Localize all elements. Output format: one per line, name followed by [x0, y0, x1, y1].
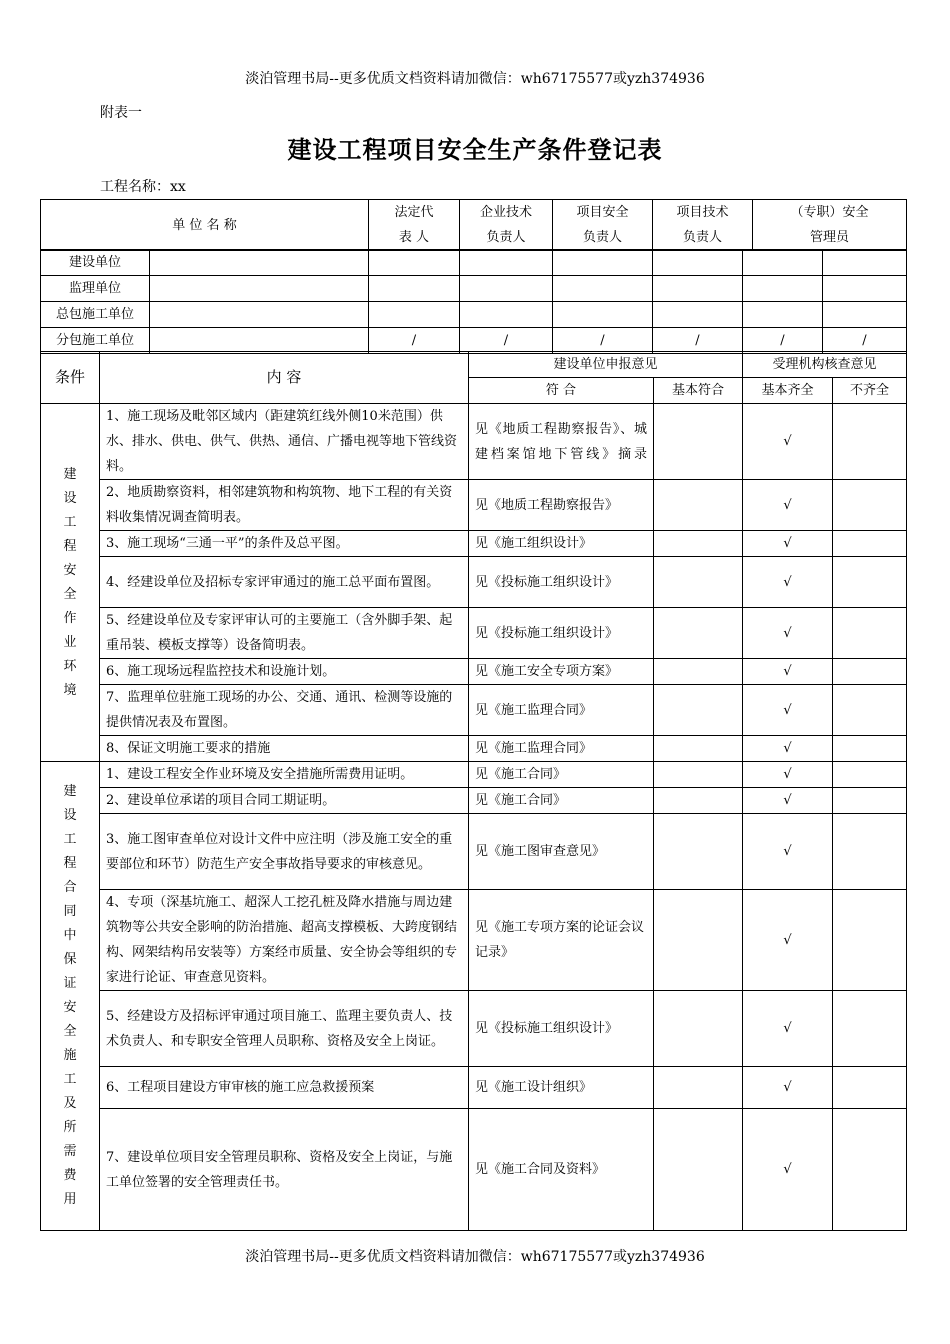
table-row	[41, 814, 907, 890]
table-row	[41, 480, 907, 531]
col-project-tech: 项目技术 负责人	[653, 200, 753, 251]
row-complete: √	[743, 659, 833, 685]
row-conform: 见《地质工程勘察报告》	[469, 480, 654, 531]
table-row	[41, 890, 907, 991]
table-row	[41, 557, 907, 608]
table-row	[41, 736, 907, 762]
row-complete: √	[743, 557, 833, 608]
table-row	[41, 762, 907, 788]
row-complete: √	[743, 404, 833, 480]
row-content: 6、施工现场远程监控技术和设施计划。	[100, 659, 469, 685]
col-content-header: 内 容	[100, 352, 469, 404]
row-content: 1、建设工程安全作业环境及安全措施所需费用证明。	[100, 762, 469, 788]
row-complete: √	[743, 480, 833, 531]
table-row	[41, 608, 907, 659]
row-complete: √	[743, 788, 833, 814]
row-conform: 见《施工图审查意见》	[469, 814, 654, 890]
unit-row-subcontractor: 分包施工单位 / / / / / /	[41, 328, 907, 354]
table-row	[41, 659, 907, 685]
col-applicant-header: 建设单位申报意见	[469, 352, 743, 378]
row-conform: 见《投标施工组织设计》	[469, 557, 654, 608]
table-row	[41, 1109, 907, 1231]
page-header: 淡泊管理书局--更多优质文档资料请加微信：wh67175577或yzh374936	[245, 71, 705, 87]
unit-rows-table	[40, 249, 907, 354]
project-name: 工程名称：xx	[100, 179, 186, 195]
row-conform: 见《施工监理合同》	[469, 736, 654, 762]
table-row	[41, 788, 907, 814]
sub-basic-complete-header: 基本齐全	[743, 378, 833, 404]
row-conform: 见《施工专项方案的论证会议记录》	[469, 890, 654, 991]
row-complete: √	[743, 814, 833, 890]
unit-row-general-contractor	[41, 302, 907, 328]
row-complete: √	[743, 608, 833, 659]
row-complete: √	[743, 685, 833, 736]
col-project-safety: 项目安全 负责人	[553, 200, 653, 251]
sub-incomplete-header: 不齐全	[833, 378, 907, 404]
row-content: 1、施工现场及毗邻区域内（距建筑红线外侧10米范围）供水、排水、供电、供气、供热、通信、广播电视等地下管线资料。	[100, 404, 469, 480]
unit-table	[40, 199, 907, 251]
row-conform: 见《施工安全专项方案》	[469, 659, 654, 685]
col-safety-officer: （专职）安全 管理员	[753, 200, 907, 251]
row-content: 2、建设单位承诺的项目合同工期证明。	[100, 788, 469, 814]
row-conform: 见《投标施工组织设计》	[469, 608, 654, 659]
unit-row-supervision	[41, 276, 907, 302]
row-conform: 见《施工组织设计》	[469, 531, 654, 557]
row-content: 5、经建设单位及专家评审认可的主要施工（含外脚手架、起重吊装、模板支撑等）设备简明表。	[100, 608, 469, 659]
row-complete: √	[743, 736, 833, 762]
unit-row-construction	[41, 250, 907, 276]
section2-label: 建 设 工 程 合 同 中 保 证 安 全 施 工 及 所 需 费 用	[41, 762, 100, 1231]
row-content: 3、施工现场“三通一平”的条件及总平图。	[100, 531, 469, 557]
row-content: 7、监理单位驻施工现场的办公、交通、通讯、检测等设施的提供情况表及布置图。	[100, 685, 469, 736]
row-content: 3、施工图审查单位对设计文件中应注明（涉及施工安全的重要部位和环节）防范生产安全事故指导要求的审核意见。	[100, 814, 469, 890]
row-content: 4、专项（深基坑施工、超深人工挖孔桩及降水措施与周边建筑物等公共安全影响的防治措施、超高支撑模板、大跨度钢结构、网架结构吊安装等）方案经市质量、安全协会等组织的专家进行论证、审查意见资料。	[100, 890, 469, 991]
unit-label: 建设单位	[41, 250, 150, 276]
row-conform: 见《施工合同》	[469, 788, 654, 814]
row-conform: 见《施工合同及资料》	[469, 1109, 654, 1231]
row-complete: √	[743, 531, 833, 557]
row-conform: 见《投标施工组织设计》	[469, 991, 654, 1067]
row-complete: √	[743, 762, 833, 788]
row-complete: √	[743, 991, 833, 1067]
row-content: 7、建设单位项目安全管理员职称、资格及安全上岗证，与施工单位签署的安全管理责任书。	[100, 1109, 469, 1231]
row-content: 4、经建设单位及招标专家评审通过的施工总平面布置图。	[100, 557, 469, 608]
section1-label: 建 设 工 程 安 全 作 业 环 境	[41, 404, 100, 762]
row-content: 5、经建设方及招标评审通过项目施工、监理主要负责人、技术负责人、和专职安全管理人员职称、资格及安全上岗证。	[100, 991, 469, 1067]
unit-label: 监理单位	[41, 276, 150, 302]
row-conform: 见《施工合同》	[469, 762, 654, 788]
row-complete: √	[743, 890, 833, 991]
row-content: 6、工程项目建设方审审核的施工应急救援预案	[100, 1067, 469, 1109]
row-complete: √	[743, 1067, 833, 1109]
sub-conform-header: 符 合	[469, 378, 654, 404]
col-legal-rep: 法定代 表 人	[369, 200, 460, 251]
unit-label: 分包施工单位	[41, 328, 150, 354]
table-row	[41, 1067, 907, 1109]
table-row	[41, 404, 907, 480]
sub-basic-conform-header: 基本符合	[654, 378, 743, 404]
row-conform: 见《施工设计组织》	[469, 1067, 654, 1109]
col-condition-header: 条件	[41, 352, 100, 404]
unit-name-header: 单 位 名 称	[41, 200, 369, 251]
document-title: 建设工程项目安全生产条件登记表	[287, 135, 663, 164]
row-complete: √	[743, 1109, 833, 1231]
annex-label: 附表一	[100, 105, 142, 121]
table-row	[41, 531, 907, 557]
row-content: 8、保证文明施工要求的措施	[100, 736, 469, 762]
table-row	[41, 991, 907, 1067]
table-row	[41, 685, 907, 736]
page-footer: 淡泊管理书局--更多优质文档资料请加微信：wh67175577或yzh374936	[245, 1249, 705, 1265]
unit-label: 总包施工单位	[41, 302, 150, 328]
row-conform: 见《地质工程勘察报告》、城建档案馆地下管线》摘录	[469, 404, 654, 480]
col-enterprise-tech: 企业技术 负责人	[460, 200, 553, 251]
row-content: 2、地质勘察资料，相邻建筑物和构筑物、地下工程的有关资料收集情况调查简明表。	[100, 480, 469, 531]
conditions-table	[40, 351, 907, 1231]
row-conform: 见《施工监理合同》	[469, 685, 654, 736]
col-reviewer-header: 受理机构核查意见	[743, 352, 907, 378]
